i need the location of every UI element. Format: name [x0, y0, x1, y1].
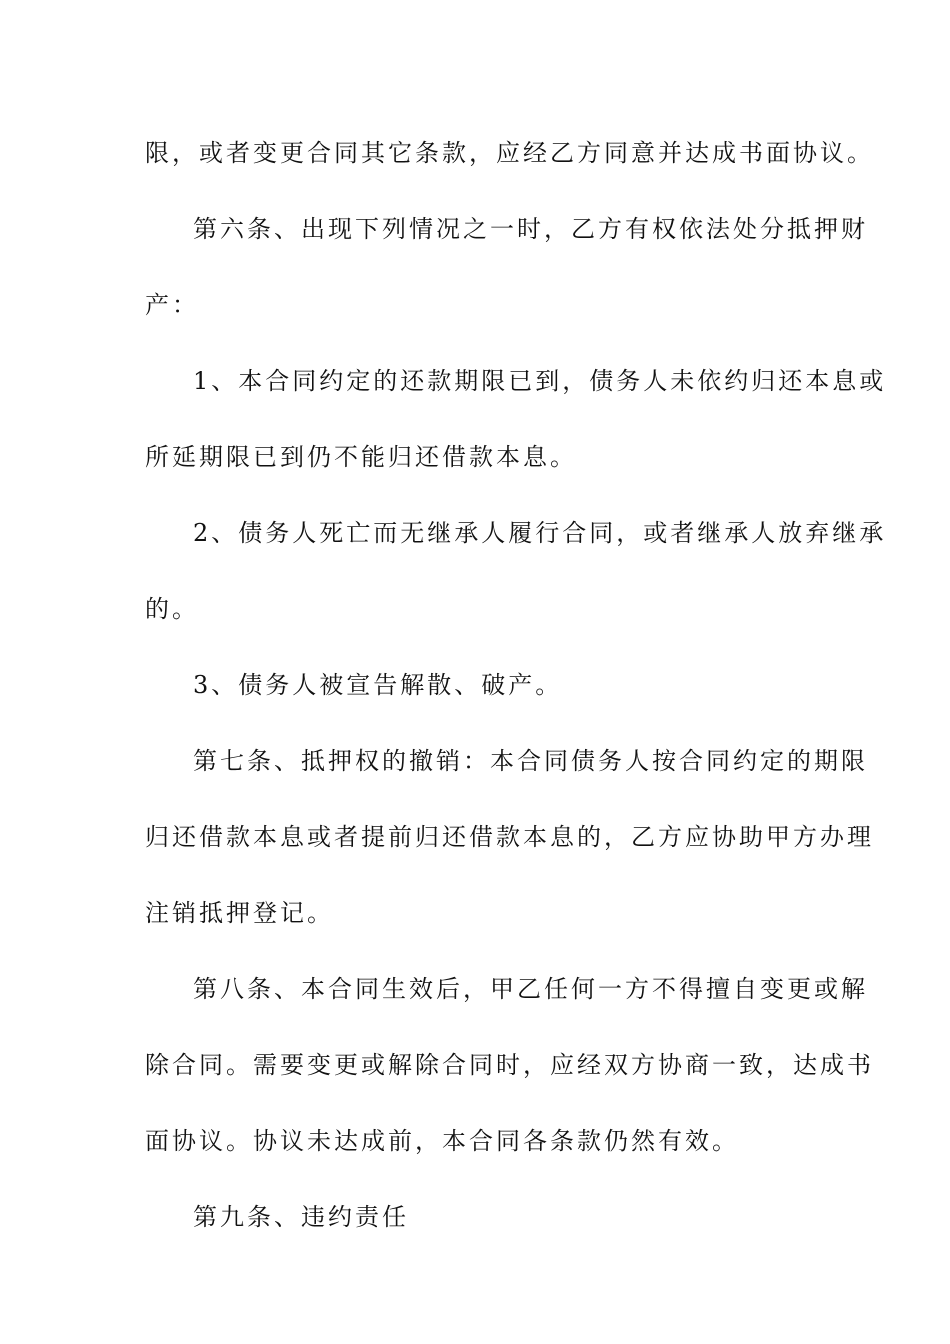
- contract-text: [145, 125, 887, 1265]
- text-line: 2、债务人死亡而无继承人履行合同，或者继承人放弃继承: [193, 519, 887, 547]
- text-line: 除合同。需要变更或解除合同时，应经双方协商一致，达成书: [145, 1051, 874, 1079]
- text-line: 3、债务人被宣告解散、破产。: [193, 671, 563, 699]
- text-line: 所延期限已到仍不能归还借款本息。: [145, 443, 577, 471]
- text-line: 面协议。协议未达成前，本合同各条款仍然有效。: [145, 1127, 739, 1155]
- text-line: 第八条、本合同生效后，甲乙任何一方不得擅自变更或解: [193, 975, 868, 1003]
- text-line: 限，或者变更合同其它条款，应经乙方同意并达成书面协议。: [145, 139, 874, 167]
- text-line: 第七条、抵押权的撤销：本合同债务人按合同约定的期限: [193, 747, 868, 775]
- text-line: 第六条、出现下列情况之一时，乙方有权依法处分抵押财: [193, 215, 868, 243]
- text-line: 的。: [145, 595, 199, 623]
- text-line: 归还借款本息或者提前归还借款本息的，乙方应协助甲方办理: [145, 823, 874, 851]
- text-line: 产：: [145, 291, 199, 319]
- text-line: 第九条、违约责任: [193, 1203, 409, 1231]
- text-line: 注销抵押登记。: [145, 899, 334, 927]
- text-line: 1、本合同约定的还款期限已到，债务人未依约归还本息或: [193, 367, 887, 395]
